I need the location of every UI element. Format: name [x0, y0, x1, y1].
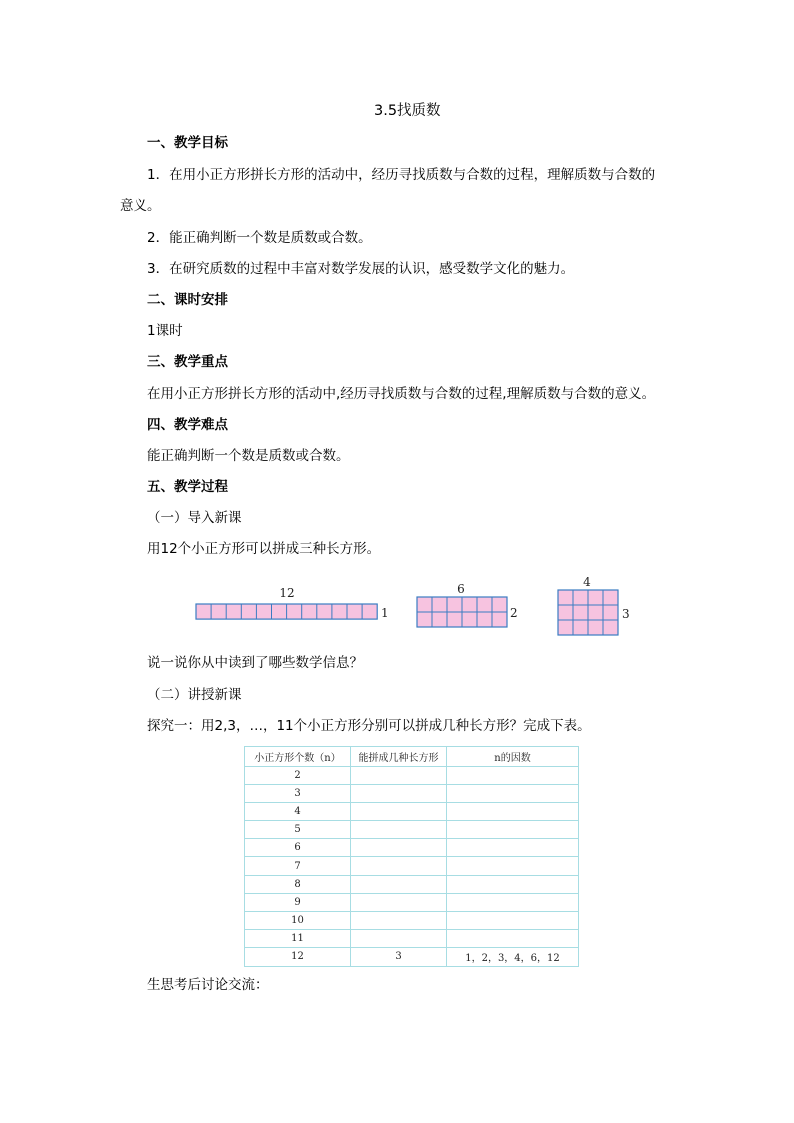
explore-text: 探究一：用2,3，…，11个小正方形分别可以拼成几种长方形？完成下表。	[147, 718, 591, 734]
rect-2-top-label: 6	[457, 582, 465, 596]
cell-count: 9	[245, 893, 351, 911]
goal-1-line-1: 1．在用小正方形拼长方形的活动中，经历寻找质数与合数的过程，理解质数与合数的	[147, 167, 656, 183]
rect-2-side-label: 2	[510, 606, 518, 620]
table-row	[245, 893, 579, 911]
heading-difficulty: 四、教学难点	[147, 417, 228, 433]
table-row	[245, 948, 579, 966]
cell-count: 3	[245, 784, 351, 802]
cell-rectangles	[351, 857, 447, 875]
header-factors: n的因数	[447, 747, 579, 767]
cell-count: 12	[245, 948, 351, 966]
table-row	[245, 875, 579, 893]
cell-factors	[447, 930, 579, 948]
heading-schedule: 二、课时安排	[147, 292, 228, 308]
key-points-text: 在用小正方形拼长方形的活动中,经历寻找质数与合数的过程,理解质数与合数的意义。	[147, 386, 656, 402]
cell-factors	[447, 912, 579, 930]
cell-count: 11	[245, 930, 351, 948]
cell-rectangles	[351, 930, 447, 948]
cell-count: 6	[245, 839, 351, 857]
table-row	[245, 839, 579, 857]
cell-factors	[447, 784, 579, 802]
heading-process: 五、教学过程	[147, 479, 228, 495]
cell-rectangles	[351, 875, 447, 893]
cell-factors	[447, 839, 579, 857]
schedule-text: 1课时	[147, 323, 183, 339]
cell-count: 10	[245, 912, 351, 930]
cell-rectangles	[351, 912, 447, 930]
table-row	[245, 821, 579, 839]
rect-3-side-label: 3	[622, 607, 630, 621]
table-row	[245, 930, 579, 948]
cell-rectangles	[351, 784, 447, 802]
new-lesson-heading: （二）讲授新课	[147, 687, 242, 703]
cell-count: 5	[245, 821, 351, 839]
closing-text: 生思考后讨论交流：	[147, 977, 269, 993]
cell-count: 7	[245, 857, 351, 875]
cell-factors	[447, 821, 579, 839]
table-row	[245, 857, 579, 875]
difficulty-text: 能正确判断一个数是质数或合数。	[147, 448, 350, 464]
header-rectangles: 能拼成几种长方形	[351, 747, 447, 767]
cell-rectangles: 3	[351, 948, 447, 966]
table-row	[245, 784, 579, 802]
goal-1-line-2: 意义。	[120, 198, 161, 214]
heading-goals: 一、教学目标	[147, 135, 228, 151]
table-row	[245, 802, 579, 820]
cell-factors	[447, 766, 579, 784]
cell-count: 4	[245, 802, 351, 820]
goal-2: 2．能正确判断一个数是质数或合数。	[147, 230, 372, 246]
cell-factors	[447, 875, 579, 893]
rect-1-side-label: 1	[381, 606, 389, 620]
cell-rectangles	[351, 821, 447, 839]
question-text: 说一说你从中读到了哪些数学信息？	[147, 655, 363, 671]
page-title: 3.5找质数	[374, 103, 441, 119]
cell-factors	[447, 802, 579, 820]
cell-rectangles	[351, 839, 447, 857]
cell-rectangles	[351, 802, 447, 820]
cell-rectangles	[351, 766, 447, 784]
cell-factors	[447, 857, 579, 875]
cell-factors	[447, 893, 579, 911]
cell-rectangles	[351, 893, 447, 911]
cell-factors: 1，2，3，4，6，12	[447, 948, 579, 966]
table-row	[245, 766, 579, 784]
table-row	[245, 912, 579, 930]
cell-count: 8	[245, 875, 351, 893]
factors-table	[244, 746, 579, 967]
intro-text: 用12个小正方形可以拼成三种长方形。	[147, 541, 381, 557]
cell-count: 2	[245, 766, 351, 784]
heading-key-points: 三、教学重点	[147, 354, 228, 370]
header-count: 小正方形个数（n）	[245, 747, 351, 767]
intro-heading: （一）导入新课	[147, 510, 242, 526]
rect-3-top-label: 4	[583, 575, 591, 589]
table-header-row	[245, 747, 579, 767]
goal-3: 3．在研究质数的过程中丰富对数学发展的认识，感受数学文化的魅力。	[147, 261, 575, 277]
rect-1-top-label: 12	[279, 586, 295, 600]
